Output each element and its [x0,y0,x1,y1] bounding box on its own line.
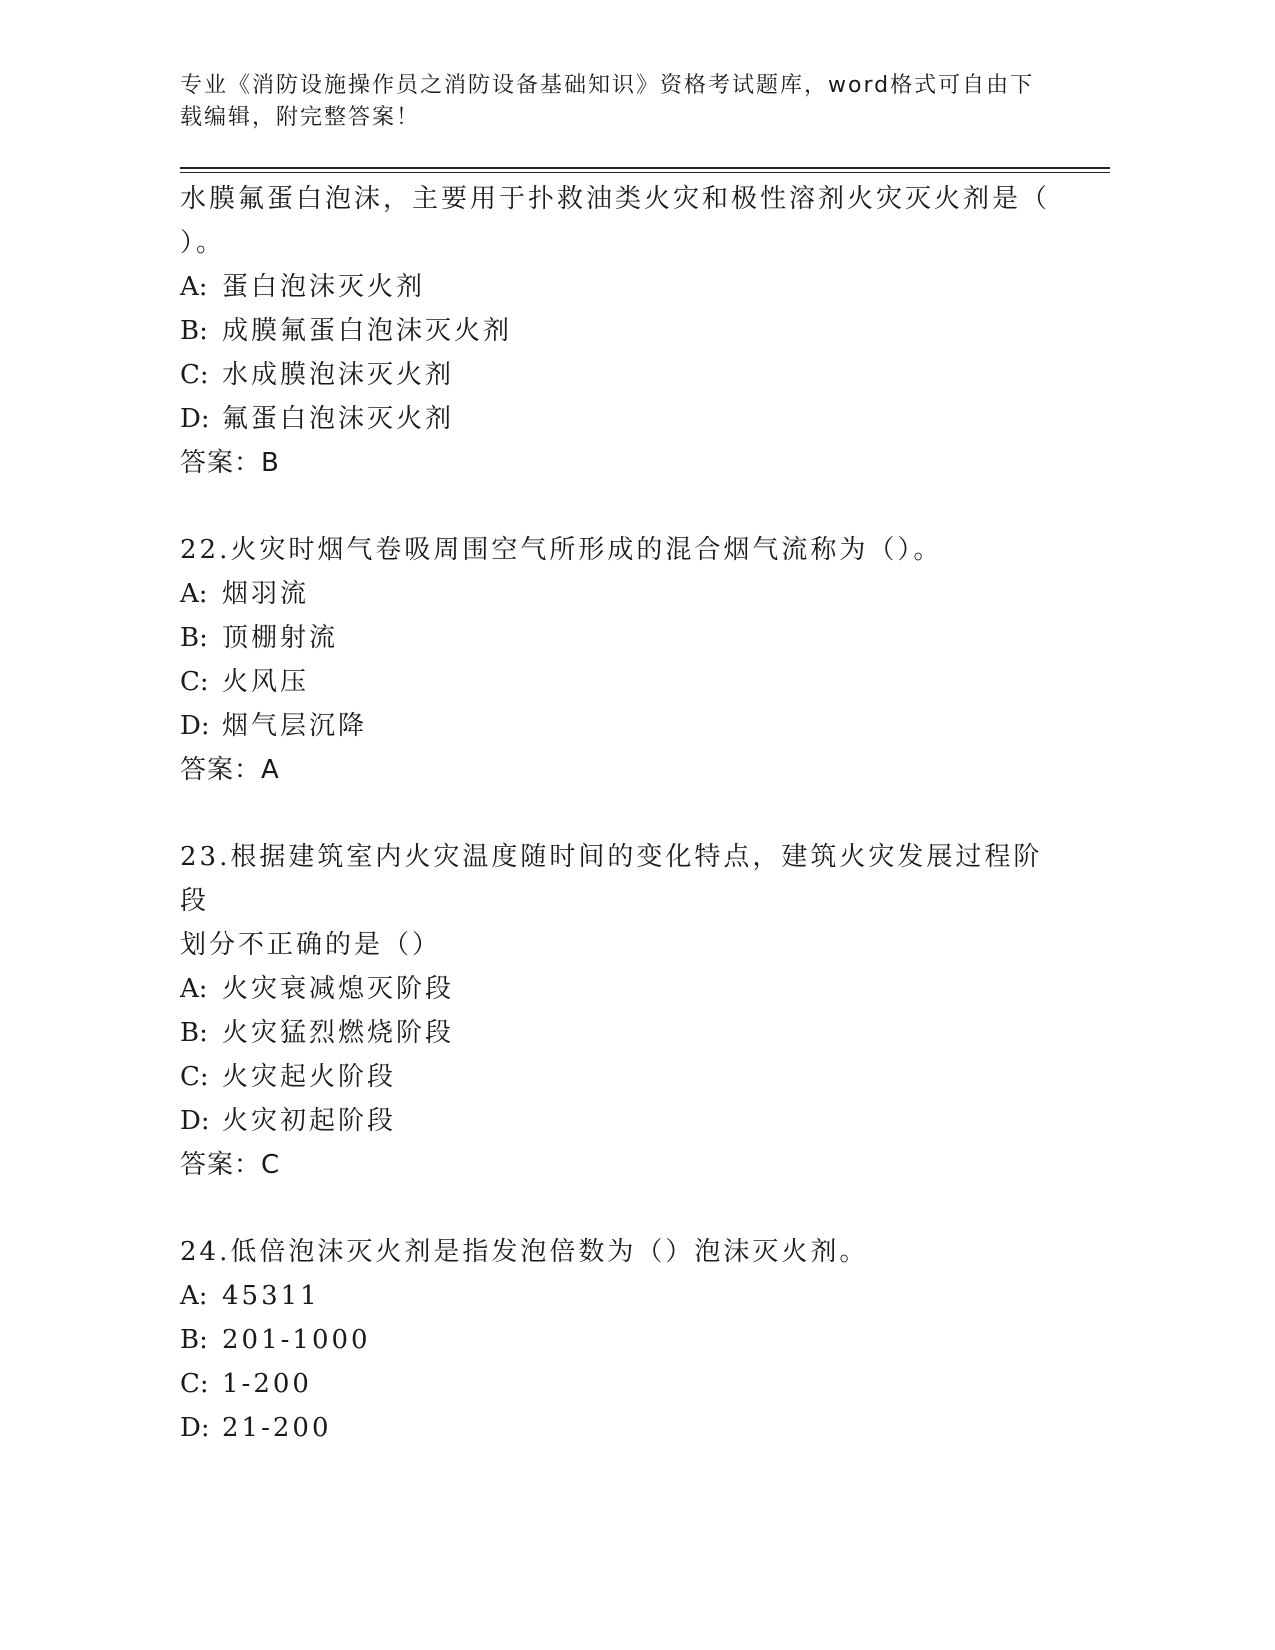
question-stem [180,177,1050,265]
option-text: 1-200 [222,1369,312,1399]
option-letter: A: [180,272,208,302]
question-spacer [180,792,1110,835]
document-header [180,70,1040,134]
option-text: 烟气层沉降 [222,711,368,741]
answer-option-a [180,265,1110,309]
question-spacer [180,1187,1110,1230]
answer-option-d [180,704,1110,748]
answer-option-b [180,1318,1110,1362]
question-stem-line: ）。 [180,228,226,258]
option-text: 成膜氟蛋白泡沫灭火剂 [222,316,513,346]
answer-option-d [180,1406,1110,1450]
answer-option-a [180,1274,1110,1318]
option-letter: D: [180,1106,210,1136]
option-text: 火灾衰减熄灭阶段 [222,974,455,1004]
option-text: 火风压 [222,667,310,697]
option-text: 蛋白泡沫灭火剂 [222,272,426,302]
answer-option-a [180,572,1110,616]
option-text: 顶棚射流 [222,623,339,653]
option-letter: D: [180,1413,210,1443]
document-page [180,70,1110,1450]
option-text: 烟羽流 [222,579,310,609]
option-letter: A: [180,974,208,1004]
question-block [180,177,1110,485]
option-letter: D: [180,404,210,434]
answer-option-c [180,660,1110,704]
option-letter: C: [180,1369,209,1399]
answer-key: 答案：A [180,755,280,785]
option-text: 水成膜泡沫灭火剂 [222,360,455,390]
answer-option-b [180,309,1110,353]
question-stem-line: 水膜氟蛋白泡沫，主要用于扑救油类火灾和极性溶剂火灾灭火剂是（ [180,184,1051,214]
header-line: 专业《消防设施操作员之消防设备基础知识》资格考试题库，word格式可自由下 [180,73,1035,98]
answer-key: 答案：C [180,1150,281,1180]
answer-option-d [180,397,1110,441]
option-letter: B: [180,623,208,653]
answer-option-a [180,967,1110,1011]
answer-option-b [180,616,1110,660]
option-text: 火灾起火阶段 [222,1062,397,1092]
question-stem-line: 23.根据建筑室内火灾温度随时间的变化特点，建筑火灾发展过程阶段 [180,842,1043,916]
option-text: 45311 [222,1281,320,1311]
question-stem-line: 22.火灾时烟气卷吸周围空气所形成的混合烟气流称为（）。 [180,535,943,565]
header-divider [180,167,1110,173]
question-block [180,528,1110,792]
option-letter: C: [180,360,209,390]
option-letter: D: [180,711,210,741]
option-text: 201-1000 [222,1325,371,1355]
question-stem [180,528,1050,572]
option-text: 氟蛋白泡沫灭火剂 [222,404,455,434]
answer-option-d [180,1099,1110,1143]
question-stem [180,835,1050,967]
answer-option-b [180,1011,1110,1055]
option-letter: A: [180,579,208,609]
option-letter: B: [180,1325,208,1355]
question-block [180,1230,1110,1450]
answer-option-c [180,353,1110,397]
question-stem-line: 划分不正确的是（） [180,930,442,960]
option-letter: B: [180,1018,208,1048]
header-line: 载编辑，附完整答案！ [180,105,421,130]
question-stem-line: 24.低倍泡沫灭火剂是指发泡倍数为（）泡沫灭火剂。 [180,1237,869,1267]
option-text: 火灾猛烈燃烧阶段 [222,1018,455,1048]
option-letter: C: [180,1062,209,1092]
question-spacer [180,485,1110,528]
answer-option-c [180,1055,1110,1099]
option-letter: B: [180,316,208,346]
option-letter: C: [180,667,209,697]
option-letter: A: [180,1281,208,1311]
answer-key: 答案：B [180,448,280,478]
answer-option-c [180,1362,1110,1406]
question-block [180,835,1110,1187]
option-text: 火灾初起阶段 [222,1106,397,1136]
option-text: 21-200 [222,1413,332,1443]
question-stem [180,1230,1050,1274]
